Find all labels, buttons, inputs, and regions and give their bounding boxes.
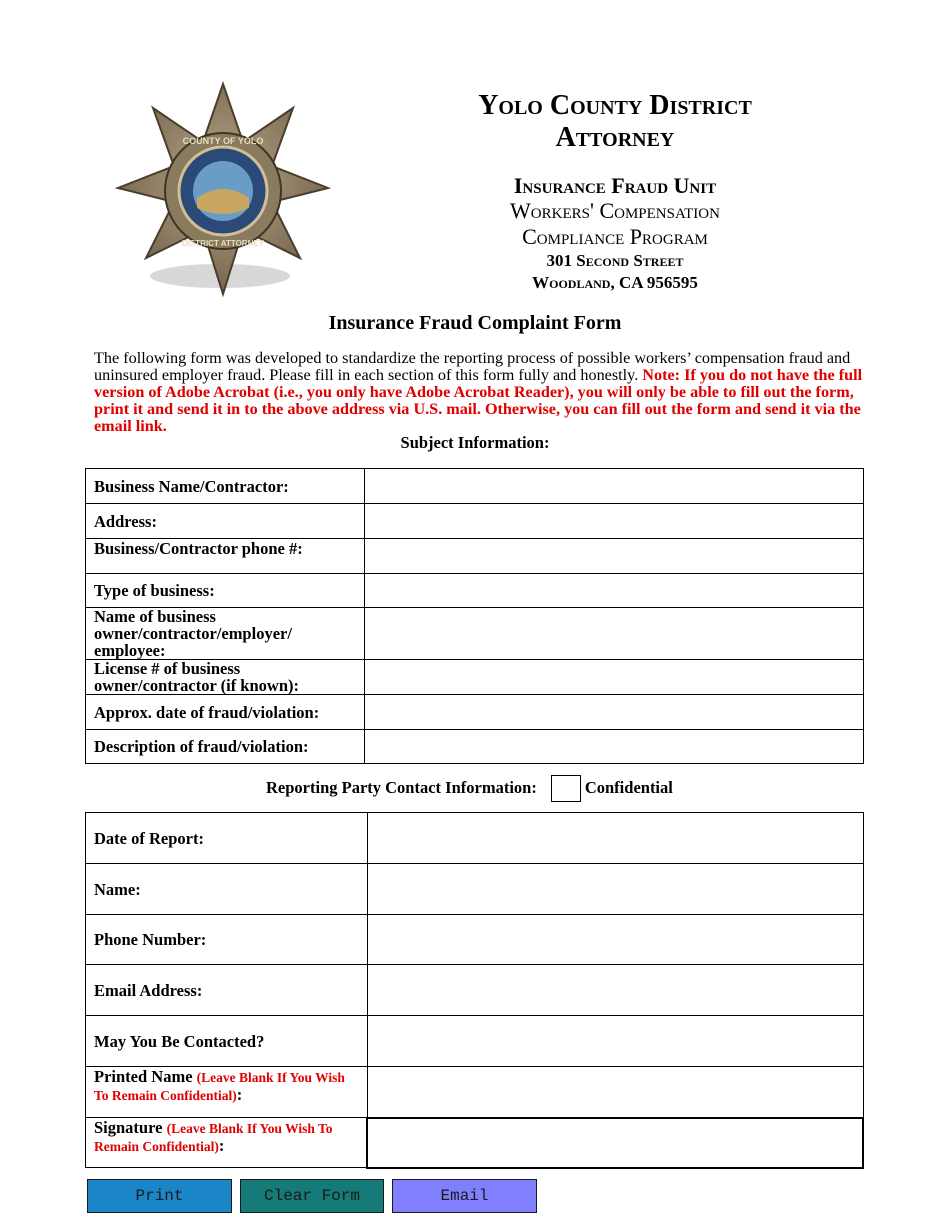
email-button[interactable]: Email [392,1179,537,1213]
field-label: Printed Name [94,1067,193,1086]
printed-name-label [86,1067,368,1118]
print-button[interactable]: Print [87,1179,232,1213]
reporting-heading: Reporting Party Contact Information: [266,778,537,797]
program-line2: Compliance Program [522,224,708,249]
field-label: Email Address: [86,965,368,1016]
may-contact-input[interactable] [367,1016,863,1067]
field-label: Business/Contractor phone #: [86,539,365,574]
confidential-label: Confidential [584,778,673,797]
intro-text: The following form was developed to standardize the reporting process of possible workers’ compensation fraud and uninsured employer fraud. Please fill in each section of this form fully and honestly. [94,349,851,384]
reporting-party-table [85,812,864,1169]
intro-note: Note: If you do not have the full version of Adobe Acrobat (i.e., you only have Adobe Acrobat Reader), you will only be able to fill out the form, print it and send it in to the above address via U.S. mail. Otherwise, you can fill out the form and send it via the email link. [94,366,863,435]
owner-name-input[interactable] [365,608,864,660]
confidential-hint: (Leave Blank If You Wish To Remain Confidential) [94,1070,345,1103]
field-label: May You Be Contacted? [86,1016,368,1067]
signature-label [86,1118,368,1168]
fraud-description-input[interactable] [365,730,864,764]
form-title: Insurance Fraud Complaint Form [328,312,622,334]
reporting-party-heading-row [266,774,673,802]
fraud-date-input[interactable] [365,695,864,730]
printed-name-input[interactable] [367,1067,863,1118]
org-title-line2: Attorney [555,122,675,153]
signature-input[interactable] [367,1118,863,1168]
badge-ring-text-top: COUNTY OF YOLO [182,136,264,146]
field-label: Name: [86,864,368,915]
field-label: Business Name/Contractor: [86,469,365,504]
table-row [86,574,864,608]
address-input[interactable] [365,504,864,539]
label-colon: : [236,1085,243,1104]
table-row [86,864,864,915]
business-name-input[interactable] [365,469,864,504]
org-title-line1: Yolo County District [478,90,752,121]
subject-table [85,468,864,764]
license-number-input[interactable] [365,660,864,695]
email-address-input[interactable] [367,965,863,1016]
field-label: Date of Report: [86,813,368,864]
field-label: Phone Number: [86,915,368,965]
table-row [86,730,864,764]
clear-form-button[interactable]: Clear Form [240,1179,384,1213]
field-label: Name of business owner/contractor/employer/ employee: [86,608,365,660]
table-row [86,660,864,695]
subject-heading: Subject Information: [400,433,550,452]
confidential-hint: (Leave Blank If You Wish To Remain Confidential) [94,1121,333,1154]
report-date-input[interactable] [367,813,863,864]
table-row [86,813,864,864]
field-label: License # of business owner/contractor (if known): [86,660,365,695]
table-row [86,965,864,1016]
label-colon: : [218,1136,225,1155]
business-phone-input[interactable] [365,539,864,574]
field-label: Approx. date of fraud/violation: [86,695,365,730]
field-label: Signature [94,1118,163,1137]
table-row [86,915,864,965]
program-line1: Workers' Compensation [510,198,720,223]
phone-number-input[interactable] [367,915,863,965]
table-row [86,1118,864,1168]
intro-paragraph [94,350,864,435]
agency-header [410,90,820,294]
field-label: Type of business: [86,574,365,608]
field-label: Address: [86,504,365,539]
business-type-input[interactable] [365,574,864,608]
district-attorney-badge-icon [112,80,334,302]
table-row [86,1016,864,1067]
badge-ring-text-bottom: DISTRICT ATTORNEY [181,239,265,248]
address-street: 301 Second Street [546,251,684,270]
unit-name: Insurance Fraud Unit [513,173,717,198]
confidential-checkbox[interactable] [551,775,581,802]
table-row [86,1067,864,1118]
table-row [86,539,864,574]
table-row [86,608,864,660]
table-row [86,504,864,539]
reporter-name-input[interactable] [367,864,863,915]
table-row [86,469,864,504]
table-row [86,695,864,730]
address-city: Woodland, CA 956595 [532,273,698,292]
field-label: Description of fraud/violation: [86,730,365,764]
